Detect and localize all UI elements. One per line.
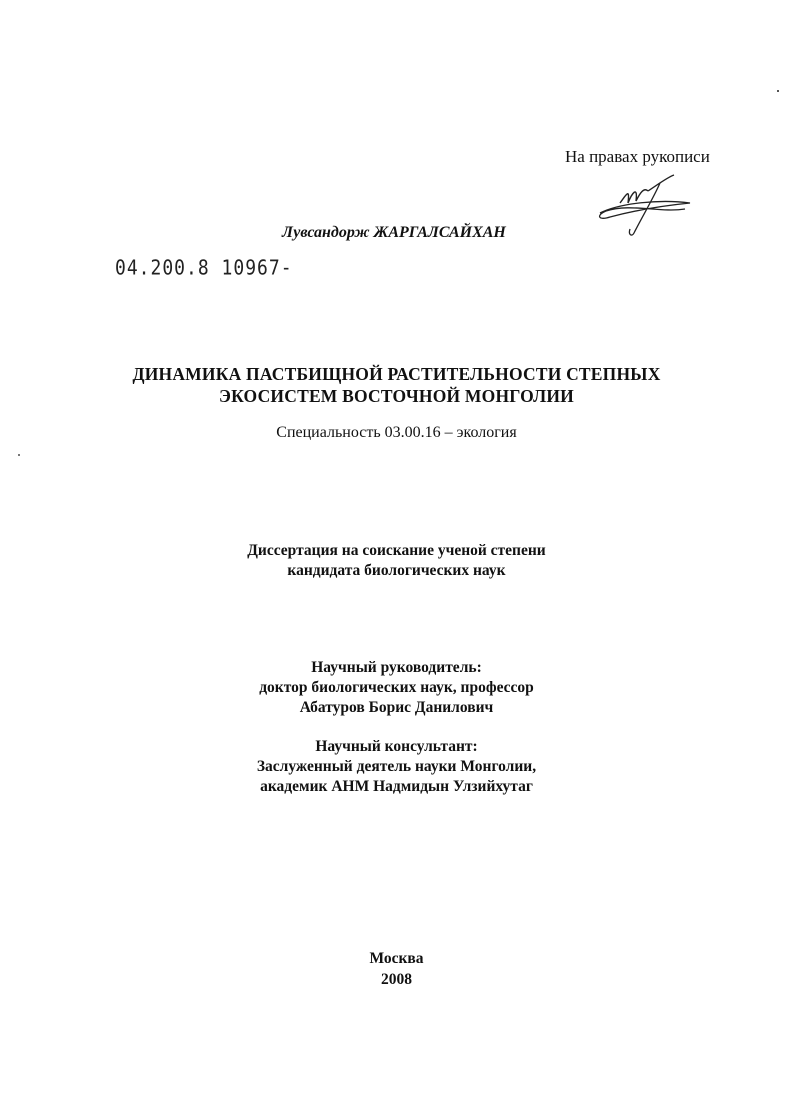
consultant-heading: Научный консультант: (315, 738, 478, 755)
year: 2008 (381, 971, 412, 988)
scan-speck (18, 454, 20, 456)
consultant-title: Заслуженный деятель науки Монголии, (256, 758, 537, 775)
supervisor-heading: Научный руководитель: (311, 659, 482, 676)
supervisor-degree: доктор биологических наук, профессор (259, 679, 534, 696)
degree-line: кандидата биологических наук (287, 562, 506, 579)
registration-stamp: 04.200.8 10967- (115, 256, 293, 281)
degree-statement (0, 541, 793, 581)
supervisor-block (0, 658, 793, 718)
signature-icon (590, 173, 695, 243)
title-line: ДИНАМИКА ПАСТБИЩНОЙ РАСТИТЕЛЬНОСТИ СТЕПНЫХ (132, 364, 661, 384)
consultant-name: академик АНМ Надмидын Улзийхутаг (260, 778, 533, 795)
supervisor-name: Абатуров Борис Данилович (299, 699, 494, 716)
specialty: Специальность 03.00.16 – экология (276, 424, 517, 441)
city: Москва (369, 950, 424, 967)
author-name: Лувсандорж ЖАРГАЛСАЙХАН (282, 224, 506, 241)
place-and-year (0, 948, 793, 990)
title-line: ЭКОСИСТЕМ ВОСТОЧНОЙ МОНГОЛИИ (219, 386, 574, 406)
scan-speck (777, 90, 779, 92)
consultant-block (0, 737, 793, 797)
degree-line: Диссертация на соискание ученой степени (247, 542, 546, 559)
rights-note: На правах рукописи (565, 147, 710, 166)
dissertation-title (0, 363, 793, 407)
